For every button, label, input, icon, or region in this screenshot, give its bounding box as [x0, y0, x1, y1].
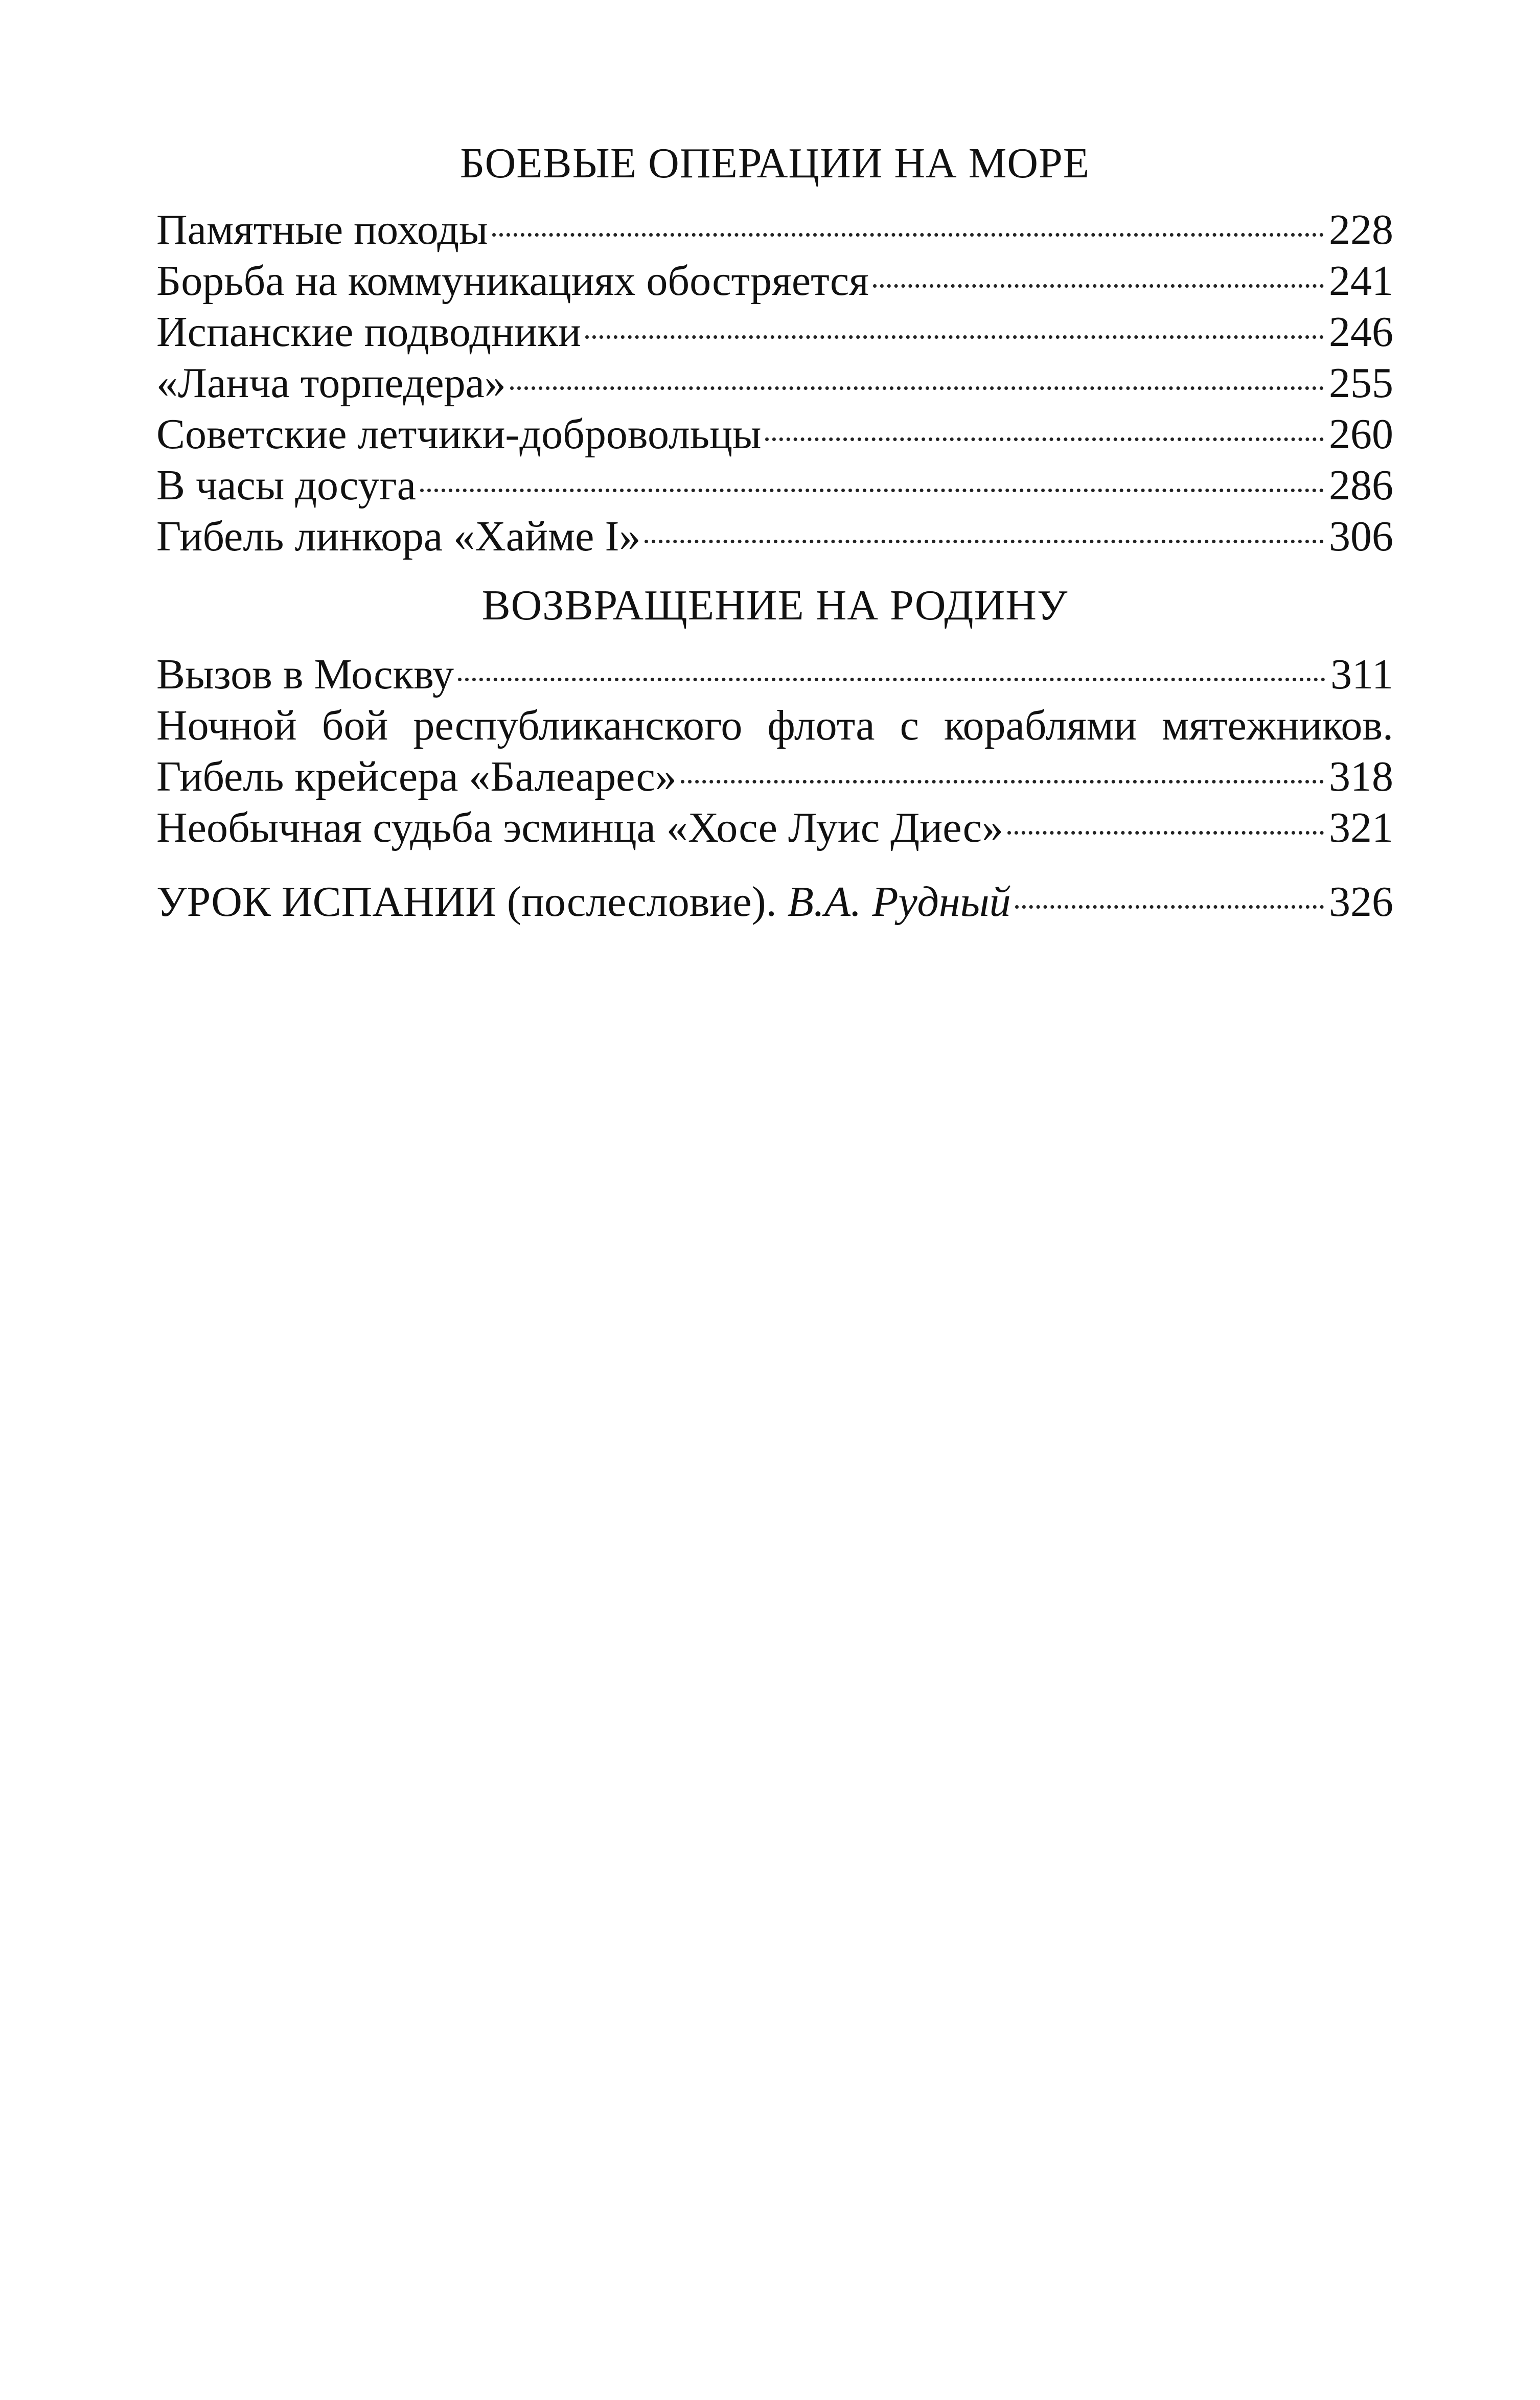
toc-entry[interactable]	[156, 649, 1393, 700]
toc-entry-title: Гибель линкора «Хайме I»	[156, 513, 641, 560]
toc-entry[interactable]	[156, 307, 1393, 358]
dot-leader	[1007, 831, 1324, 835]
section-heading-naval-operations: БОЕВЫЕ ОПЕРАЦИИ НА МОРЕ	[459, 140, 1090, 187]
toc-entry[interactable]	[156, 460, 1393, 511]
dot-leader	[681, 780, 1324, 783]
section-heading-return-home: ВОЗВРАЩЕНИЕ НА РОДИНУ	[481, 582, 1068, 629]
toc-entry-page: 241	[1329, 257, 1393, 305]
dot-leader	[1015, 905, 1324, 909]
toc-entry[interactable]	[156, 700, 1393, 751]
toc-entry-title: Борьба на коммуникациях обостряется	[156, 257, 869, 305]
toc-entry[interactable]	[156, 751, 1393, 802]
toc-entry-title: Испанские подводники	[156, 308, 581, 356]
toc-entry-page: 306	[1329, 513, 1393, 560]
dot-leader	[492, 233, 1324, 237]
dot-leader	[645, 540, 1324, 543]
dot-leader	[420, 489, 1324, 492]
toc-entry-page: 255	[1329, 359, 1393, 407]
toc-entry-afterword[interactable]	[156, 876, 1393, 928]
toc-entry-title: Памятные походы	[156, 206, 488, 253]
toc-entry-page: 260	[1329, 410, 1393, 458]
toc-entry[interactable]	[156, 511, 1393, 562]
dot-leader	[873, 284, 1324, 288]
toc-entry-title	[156, 876, 1011, 928]
toc-entry-page: 321	[1329, 804, 1393, 851]
toc-entry-page: 311	[1330, 651, 1393, 698]
toc-entry-title: Советские летчики-добровольцы	[156, 410, 762, 458]
toc-entry[interactable]	[156, 802, 1393, 853]
dot-leader	[585, 335, 1324, 339]
dot-leader	[510, 386, 1324, 390]
toc-entry-title: Гибель крейсера «Балеарес»	[156, 753, 677, 800]
toc-entry-title: «Ланча торпедера»	[156, 359, 506, 407]
dot-leader	[765, 437, 1324, 441]
afterword-title: УРОК ИСПАНИИ (послесловие).	[156, 878, 777, 926]
toc-entry[interactable]	[156, 358, 1393, 409]
toc-entry-title: Вызов в Москву	[156, 651, 454, 698]
toc-entry[interactable]	[156, 409, 1393, 460]
toc-entry[interactable]	[156, 256, 1393, 307]
afterword-author: В.А. Рудный	[787, 878, 1011, 926]
toc-entry[interactable]	[156, 204, 1393, 256]
toc-entry-page: 246	[1329, 308, 1393, 356]
toc-entry-title: В часы досуга	[156, 461, 417, 509]
dot-leader	[458, 678, 1325, 681]
toc-entry-page: 318	[1329, 753, 1393, 800]
toc-entry-page: 326	[1329, 878, 1393, 926]
toc-entry-title: Необычная судьба эсминца «Хосе Луис Диес»	[156, 804, 1003, 851]
toc-entry-title: Ночной бой республиканского флота с кораблями мятежников.	[156, 702, 1393, 749]
toc-entry-page: 228	[1329, 206, 1393, 253]
toc-entry-page: 286	[1329, 461, 1393, 509]
